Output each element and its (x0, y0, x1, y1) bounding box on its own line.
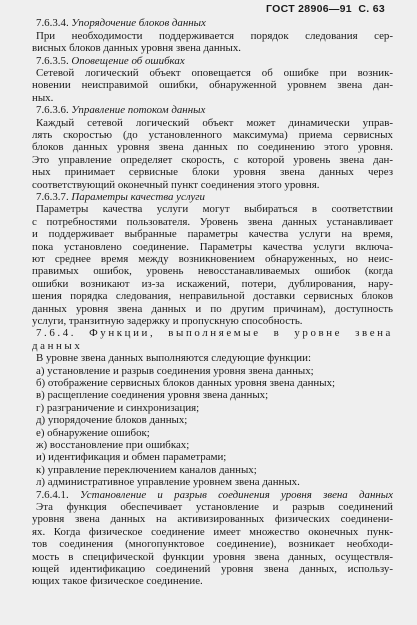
text-line (32, 92, 393, 104)
line-text: уровня звена данных на активизированных физических соединени- (32, 513, 393, 526)
text-line (32, 389, 393, 401)
text-line (32, 526, 393, 538)
line-text: ющих такое физическое соединение. (32, 575, 203, 588)
line-text: ющей идентификацию соединений уровня звена данных, использу- (32, 562, 393, 575)
line-text: ях. Когда физическое соединение имеет множество оконечных пунк- (32, 525, 393, 538)
page-header (32, 3, 393, 15)
section-heading: Управление потоком данных (71, 104, 206, 117)
line-text: г) разграничение и синхронизация; (36, 401, 200, 414)
line-text: с потребностями пользователя. Уровень звена данных устанавливает (32, 215, 393, 228)
section-heading: Установление и разрыв соединения уровня звена данных (79, 488, 393, 501)
text-line (32, 228, 393, 240)
line-text: 7.6.4. Функции, выполняемые в уровне звена (36, 327, 393, 340)
text-line (32, 79, 393, 91)
text-line (32, 464, 393, 476)
section-number: 7.6.3.6. (36, 104, 69, 117)
line-text: висных блоков данных уровня звена данных. (32, 42, 241, 55)
text-line (32, 154, 393, 166)
line-text: и) идентификация и обмен параметрами; (36, 451, 227, 464)
text-line (32, 451, 393, 463)
line-text: ных. (32, 91, 54, 104)
line-text: шения порядка следования, неправильной доставки сервисных блоков (32, 290, 393, 303)
section-heading: Параметры качества услуги (71, 190, 205, 203)
text-line (32, 17, 393, 29)
text-line (32, 575, 393, 587)
line-text: Сетевой логический объект оповещается об ошибке при возник- (36, 67, 393, 80)
text-line (32, 141, 393, 153)
text-line (32, 489, 393, 501)
line-text: новении неисправимой ошибки, обнаруженной уровнем звена дан- (32, 79, 393, 92)
line-text: пока установлено соединение. Параметры качества услуги включа- (32, 240, 393, 253)
text-line (32, 439, 393, 451)
line-text: соответствующий оконечный пункт соединения этого уровня. (32, 178, 320, 191)
text-line (32, 290, 393, 302)
line-text: Это управление определяет скорость, с которой уровень звена дан- (32, 153, 393, 166)
text-line (32, 166, 393, 178)
text-line (32, 513, 393, 525)
section-heading: Упорядочение блоков данных (71, 17, 206, 30)
line-text: ошибки возникают из-за искажений, потери, дублирования, нару- (32, 277, 393, 290)
text-line (32, 501, 393, 513)
line-text: услуги, транзитную задержку и пропускную способность. (32, 314, 303, 327)
line-text: и поддерживает выбранные параметры качества услуги на время, (32, 228, 393, 241)
line-text: данных уровня звена данных и по другим причинам), доступность (32, 302, 393, 315)
text-line (32, 104, 393, 116)
line-text: В уровне звена данных выполняются следующие функции: (36, 352, 311, 365)
text-line (32, 476, 393, 488)
section-number: 7.6.3.4. (36, 17, 69, 30)
text-line (32, 216, 393, 228)
text-line (32, 278, 393, 290)
line-text: б) отображение сервисных блоков данных уровня звена данных; (36, 376, 336, 389)
text-line (32, 551, 393, 563)
section-number: 7.6.4.1. (36, 488, 69, 501)
text-line (32, 203, 393, 215)
line-text: Каждый сетевой логический объект может динамически управ- (36, 116, 393, 129)
line-text: ных принимает сервисные блоки уровня звена данных через (32, 166, 393, 179)
document-body (32, 17, 393, 587)
line-text: Параметры качества услуги могут выбираться в соответствии (36, 203, 393, 216)
text-line (32, 414, 393, 426)
text-line (32, 253, 393, 265)
text-line (32, 402, 393, 414)
text-line (32, 117, 393, 129)
line-text: Эта функция обеспечивает установление и разрыв соединений (36, 500, 393, 513)
line-text: данных (32, 339, 83, 352)
text-line (32, 30, 393, 42)
text-line (32, 42, 393, 54)
line-text: д) упорядочение блоков данных; (36, 414, 188, 427)
text-line (32, 538, 393, 550)
line-text: л) административное управление уровнем звена данных. (36, 476, 300, 489)
text-line (32, 191, 393, 203)
text-line (32, 55, 393, 67)
line-text: в) расщепление соединения уровня звена данных; (36, 389, 269, 402)
line-text: к) управление переключением каналов данных; (36, 463, 257, 476)
text-line (32, 303, 393, 315)
text-line (32, 377, 393, 389)
text-line (32, 315, 393, 327)
section-heading: Оповещение об ошибках (71, 54, 185, 67)
line-text: блоков данных уровня звена данных по соединению этого уровня. (32, 141, 393, 154)
section-number: 7.6.3.7. (36, 190, 69, 203)
line-text: ют среднее время между возникновением обнаруженных, но неис- (32, 252, 393, 265)
line-text: тов соединения (многопунктовое соединение), возникает необходи- (32, 538, 393, 551)
line-text: а) установление и разрыв соединения уровня звена данных; (36, 364, 314, 377)
line-text: лять скоростью (до установленного максимума) приема сервисных (32, 129, 393, 141)
line-text: При необходимости поддерживается порядок следования сер- (36, 29, 393, 42)
section-number: 7.6.3.5. (36, 54, 69, 67)
text-line (32, 340, 393, 352)
text-line (32, 352, 393, 364)
text-line (32, 427, 393, 439)
text-line (32, 265, 393, 277)
line-text: ж) восстановление при ошибках; (36, 438, 190, 451)
text-line (32, 327, 393, 339)
text-line (32, 241, 393, 253)
text-line (32, 563, 393, 575)
text-line (32, 365, 393, 377)
text-line (32, 129, 393, 141)
line-text: мость в специфической функции уровня звена данных, осуществля- (32, 550, 393, 563)
text-line (32, 67, 393, 79)
standard-number: ГОСТ 28906—91 (266, 3, 352, 15)
line-text: е) обнаружение ошибок; (36, 426, 150, 439)
page-number: С. 63 (358, 3, 385, 15)
text-line (32, 179, 393, 191)
line-text: правимых ошибок, уровень невосстанавливаемых ошибок (когда (32, 265, 393, 278)
